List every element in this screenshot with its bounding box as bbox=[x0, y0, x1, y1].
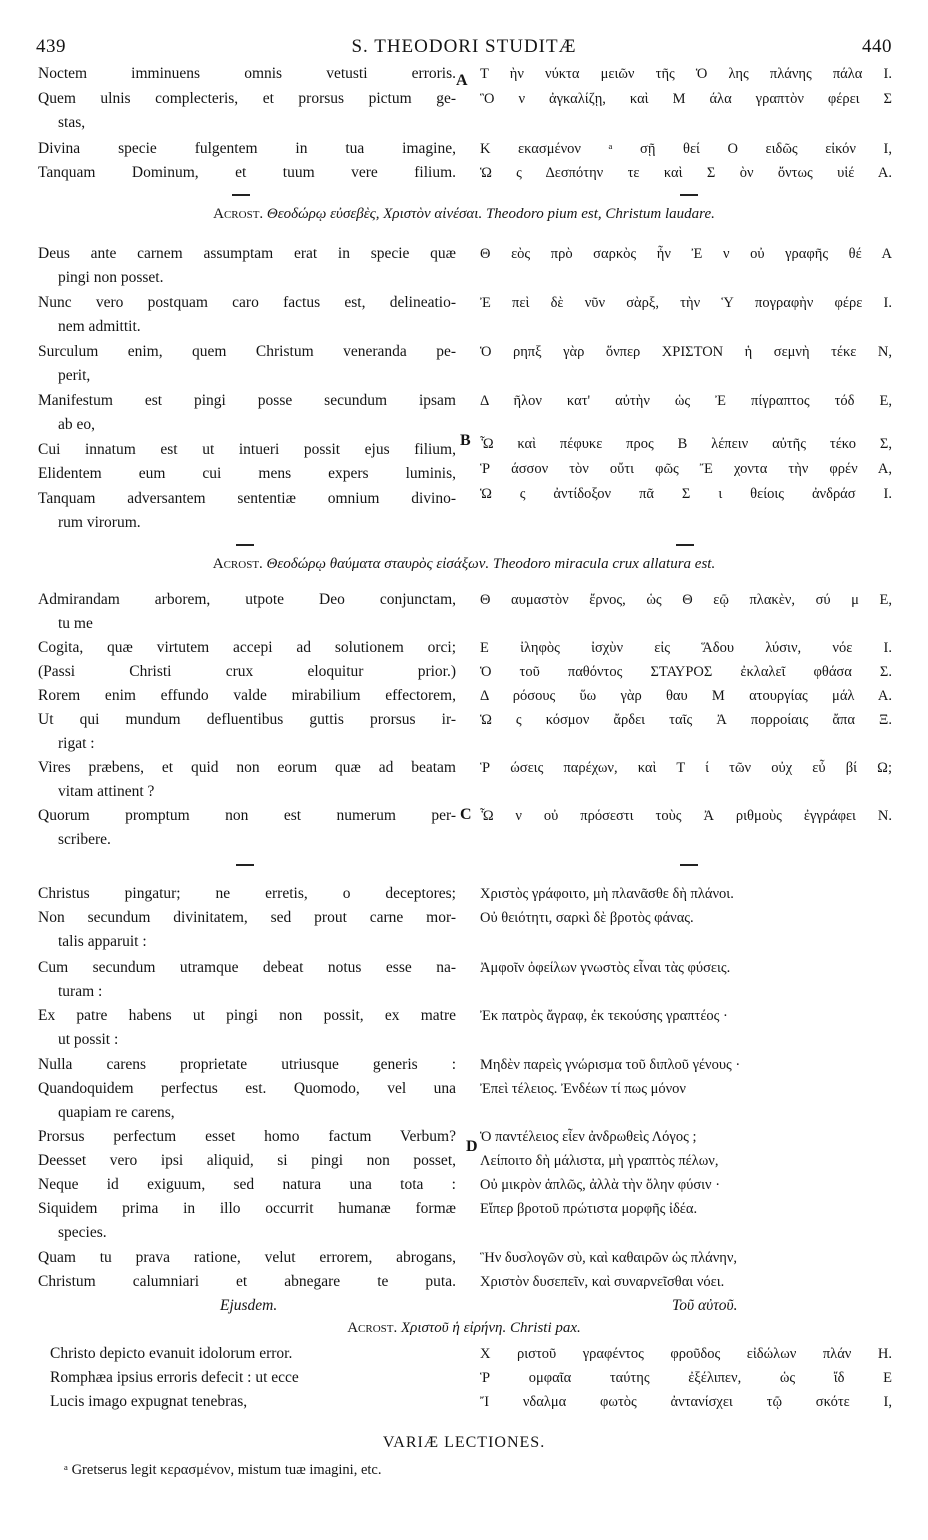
greek-line: Ὁ παντέλειος εἶεν ἀνδρωθεὶς Λόγος ; bbox=[480, 1129, 697, 1145]
variae-lectiones-heading: VARIÆ LECTIONES. bbox=[382, 1434, 546, 1451]
greek-line: Δ ρόσους ὕω γὰρ θαυ Μ ατουργίας μάλ Α. bbox=[480, 688, 892, 704]
latin-line: turam : bbox=[58, 983, 103, 1000]
latin-line: stas, bbox=[58, 114, 86, 131]
latin-line: Quem ulnis complecteris, et prorsus pictum ge- bbox=[38, 90, 456, 107]
greek-line: Ὧ καὶ πέφυκε προς Β λέπειν αὐτῆς τέκο Σ, bbox=[480, 436, 892, 452]
latin-line: Prorsus perfectum esset homo factum Verbum? bbox=[38, 1128, 456, 1145]
latin-line: species. bbox=[58, 1224, 107, 1241]
greek-line: Χ ριστοῦ γραφέντος φροῦδος εἰδώλων πλάν Η. bbox=[480, 1346, 892, 1362]
latin-line: (Passi Christi crux eloquitur prior.) bbox=[38, 663, 456, 680]
latin-line: Non secundum divinitatem, sed prout carne mor- bbox=[38, 909, 456, 926]
greek-line: Ἐ πεὶ δὲ νῦν σὰρξ, τὴν Ὑ πογραφὴν φέρε Ι. bbox=[480, 295, 892, 311]
footnote: ᵃ Gretserus legit κερασμένον, mistum tuæ imagini, etc. bbox=[64, 1462, 382, 1478]
greek-line: Ὡ ς Δεσπότην τε καὶ Σ ὸν ὄντως υἱέ Α. bbox=[480, 165, 892, 181]
divider bbox=[680, 194, 698, 196]
latin-line: Christum calumniari et abnegare te puta. bbox=[38, 1273, 456, 1290]
greek-line: Ἣν δυσλογῶν σὺ, καὶ καθαιρῶν ὡς πλάνην, bbox=[480, 1250, 738, 1266]
greek-line: Ἐκ πατρὸς ἄγραφ, ἐκ τεκούσης γραπτέος · bbox=[480, 1008, 728, 1024]
latin-line: Divina specie fulgentem in tua imagine, bbox=[38, 140, 456, 157]
acrostic-heading bbox=[0, 206, 928, 223]
greek-line: Ὃ ν ἀγκαλίζῃ, καὶ Μ άλα γραπτὸν φέρει Σ bbox=[480, 91, 892, 107]
latin-line: nem admittit. bbox=[58, 318, 141, 335]
latin-line: Elidentem eum cui mens expers luminis, bbox=[38, 465, 456, 482]
greek-line: Κ εκασμένον ᵃ σῇ θεί Ο ειδῶς εἰκόν Ι, bbox=[480, 141, 892, 157]
greek-line: Ἀμφοῖν ὀφείλων γνωστὸς εἶναι τὰς φύσεις. bbox=[480, 960, 731, 976]
greek-line: Δ ῆλον κατ' αὐτὴν ὡς Ἐ πίγραπτος τόδ Ε, bbox=[480, 393, 892, 409]
acrostic-label: Acrost. bbox=[213, 206, 264, 222]
latin-line: ab eo, bbox=[58, 416, 96, 433]
column-marker: A bbox=[456, 72, 468, 89]
latin-line: talis apparuit : bbox=[58, 933, 147, 950]
greek-line: Ὡ ς ἀντίδοξον πᾶ Σ ι θείοις ἀνδράσ Ι. bbox=[480, 486, 892, 502]
greek-line: Ε ἰληφὸς ἰσχὺν εἰς Ἅδου λύσιν, νόε Ι. bbox=[480, 640, 892, 656]
latin-line: Cui innatum est ut intueri possit ejus filium, bbox=[38, 441, 456, 458]
latin-line: Nunc vero postquam caro factus est, delineatio- bbox=[38, 294, 456, 311]
column-marker: D bbox=[466, 1138, 478, 1155]
latin-line: Cum secundum utramque debeat notus esse na- bbox=[38, 959, 456, 976]
divider bbox=[236, 544, 254, 546]
greek-line: Οὐ μικρὸν ἁπλῶς, ἀλλὰ τὴν ὅλην φύσιν · bbox=[480, 1177, 721, 1193]
latin-line: ut possit : bbox=[58, 1031, 119, 1048]
greek-line: Ῥ ομφαῖα ταύτης ἐξέλιπεν, ὡς ἴδ Ε bbox=[480, 1370, 892, 1386]
divider bbox=[232, 194, 250, 196]
acrostic-text: Θεοδώρῳ θαύματα σταυρὸς εἰσάξων. Theodoro miracula crux allatura est. bbox=[266, 556, 716, 572]
latin-line: Romphæa ipsius erroris defecit : ut ecce bbox=[50, 1369, 299, 1386]
divider bbox=[236, 864, 254, 866]
latin-line: Christus pingatur; ne erretis, o deceptores; bbox=[38, 885, 456, 902]
latin-line: Ut qui mundum defluentibus guttis prorsus ir- bbox=[38, 711, 456, 728]
greek-line: Ὁ τοῦ παθόντος ΣΤΑΥΡΟΣ ἐκλαλεῖ φθάσα Σ. bbox=[480, 664, 892, 680]
greek-line: Ἴ νδαλμα φωτὸς ἀντανίσχει τῷ σκότε Ι, bbox=[480, 1394, 892, 1410]
greek-line: Χριστὸς γράφοιτο, μὴ πλανᾶσθε δὴ πλάνοι. bbox=[480, 886, 734, 902]
latin-line: Manifestum est pingi posse secundum ipsam bbox=[38, 392, 456, 409]
latin-line: pingi non posset. bbox=[58, 269, 164, 286]
latin-line: tu me bbox=[58, 615, 93, 632]
greek-line: Τ ὴν νύκτα μειῶν τῆς Ὁ λης πλάνης πάλα Ι. bbox=[480, 66, 892, 82]
latin-line: Surculum enim, quem Christum veneranda pe- bbox=[38, 343, 456, 360]
latin-line: Christo depicto evanuit idolorum error. bbox=[50, 1345, 293, 1362]
latin-line: Tanquam Dominum, et tuum vere filium. bbox=[38, 164, 456, 181]
latin-line: Nulla carens proprietate utriusque generis : bbox=[38, 1056, 456, 1073]
greek-line: Ῥ ώσεις παρέχων, καὶ Τ ί τῶν οὐχ εὖ βί Ω; bbox=[480, 760, 892, 776]
latin-line: quapiam re carens, bbox=[58, 1104, 175, 1121]
latin-line: rigat : bbox=[58, 735, 95, 752]
page-number-left: 439 bbox=[36, 36, 66, 57]
latin-line: Quam tu prava ratione, velut errorem, abrogans, bbox=[38, 1249, 456, 1266]
latin-line: Siquidem prima in illo occurrit humanæ formæ bbox=[38, 1200, 456, 1217]
latin-line: rum virorum. bbox=[58, 514, 141, 531]
greek-line: Μηδὲν παρεὶς γνώρισμα τοῦ διπλοῦ γένους · bbox=[480, 1057, 741, 1073]
divider bbox=[680, 864, 698, 866]
greek-line: Οὐ θειότητι, σαρκὶ δὲ βροτὸς φάνας. bbox=[480, 910, 694, 926]
acrostic-label: Acrost. bbox=[347, 1320, 398, 1336]
greek-line: Χριστὸν δυσεπεῖν, καὶ συναρνεῖσθαι νόει. bbox=[480, 1274, 725, 1290]
latin-line: Noctem imminuens omnis vetusti erroris. bbox=[38, 65, 456, 82]
acrostic-heading bbox=[0, 1320, 928, 1337]
latin-line: scribere. bbox=[58, 831, 111, 848]
greek-line: Θ εὸς πρὸ σαρκὸς ἦν Ἐ ν οὐ γραφῆς θέ Α bbox=[480, 246, 892, 262]
acrostic-text: Θεοδώρῳ εὐσεβὲς, Χριστὸν αἰνέσαι. Theodoro pium est, Christum laudare. bbox=[266, 206, 715, 222]
greek-line: Ἐπεὶ τέλειος. Ἐνδέων τί πως μόνον bbox=[480, 1081, 686, 1097]
latin-line: Quandoquidem perfectus est. Quomodo, vel una bbox=[38, 1080, 456, 1097]
latin-line: Ex patre habens ut pingi non possit, ex matre bbox=[38, 1007, 456, 1024]
acrostic-text: Χριστοῦ ἡ εἰρήνη. Christi pax. bbox=[401, 1320, 581, 1336]
acrostic-label: Acrost. bbox=[212, 556, 263, 572]
divider bbox=[676, 544, 694, 546]
acrostic-heading bbox=[0, 556, 928, 573]
greek-line: Ὡ ς κόσμον ἄρδει ταῖς Ἀ πορροίαις ἄπα Ξ. bbox=[480, 712, 892, 728]
latin-line: Lucis imago expugnat tenebras, bbox=[50, 1393, 248, 1410]
latin-line: vitam attinent ? bbox=[58, 783, 155, 800]
latin-line: Tanquam adversantem sententiæ omnium divino- bbox=[38, 490, 456, 507]
greek-line: Ῥ άσσον τὸν οὔτι φῶς Ἔ χοντα τὴν φρέν Α, bbox=[480, 461, 892, 477]
latin-line: Quorum promptum non est numerum per- bbox=[38, 807, 456, 824]
running-title: S. THEODORI STUDITÆ bbox=[351, 36, 577, 57]
greek-line: Εἴπερ βροτοῦ πρώτιστα μορφῆς ἰδέα. bbox=[480, 1201, 698, 1217]
latin-line: Neque id exiguum, sed natura una tota : bbox=[38, 1176, 456, 1193]
ejusdem-label: Ejusdem. bbox=[220, 1297, 278, 1314]
latin-line: Cogita, quæ virtutem accepi ad solutionem orci; bbox=[38, 639, 456, 656]
greek-line: Λείποιτο δὴ μάλιστα, μὴ γραπτὸς πέλων, bbox=[480, 1153, 719, 1169]
latin-line: perit, bbox=[58, 367, 91, 384]
latin-line: Rorem enim effundo valde mirabilium effectorem, bbox=[38, 687, 456, 704]
greek-line: Ὧ ν οὐ πρόσεστι τοὺς Ἀ ριθμοὺς ἐγγράφει Ν. bbox=[480, 808, 892, 824]
column-marker: C bbox=[460, 806, 472, 823]
latin-line: Deus ante carnem assumptam erat in specie quæ bbox=[38, 245, 456, 262]
latin-line: Vires præbens, et quid non eorum quæ ad beatam bbox=[38, 759, 456, 776]
ejusdem-label-greek: Τοῦ αὐτοῦ. bbox=[672, 1297, 738, 1314]
column-marker: B bbox=[460, 432, 471, 449]
greek-line: Ὁ ρηπξ γὰρ ὅνπερ ΧΡΙΣΤΟΝ ἡ σεμνὴ τέκε Ν, bbox=[480, 344, 892, 360]
latin-line: Deesset vero ipsi aliquid, si pingi non posset, bbox=[38, 1152, 456, 1169]
page-number-right: 440 bbox=[862, 36, 892, 57]
latin-line: Admirandam arborem, utpote Deo conjunctam, bbox=[38, 591, 456, 608]
greek-line: Θ αυμαστὸν ἔρνος, ὡς Θ εῷ πλακὲν, σύ μ Ε, bbox=[480, 592, 892, 608]
